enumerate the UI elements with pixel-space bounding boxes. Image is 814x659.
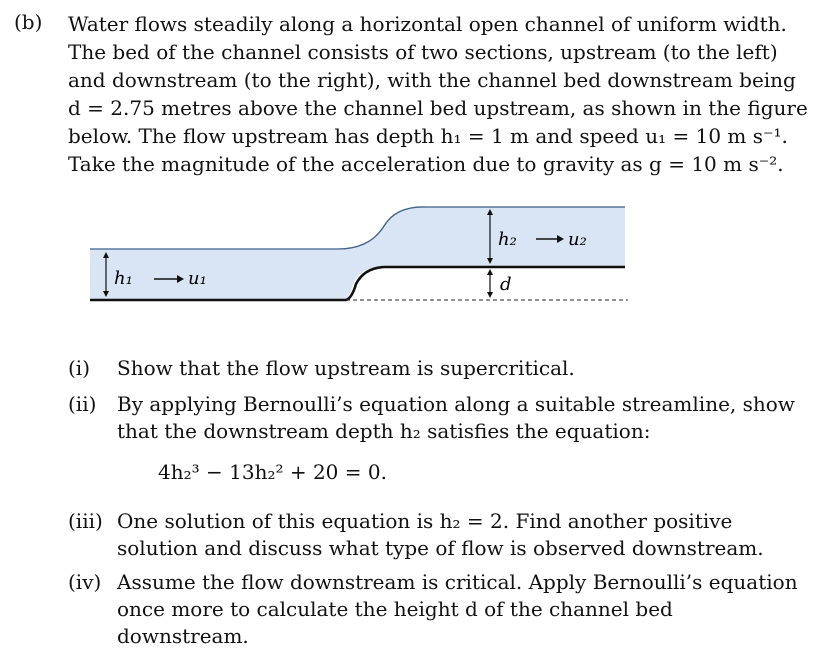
intro-paragraph	[68, 10, 808, 178]
label-d: d	[500, 274, 512, 295]
intro-line: The bed of the channel consists of two sections, upstream (to the left)	[68, 40, 778, 64]
label-u2: u₂	[568, 229, 587, 250]
part-number: (ii)	[68, 392, 97, 416]
intro-line: Water flows steadily along a horizontal open channel of uniform width.	[68, 12, 787, 36]
part-label: (b)	[14, 10, 43, 34]
part-text-line: solution and discuss what type of flow is observed downstream.	[117, 536, 764, 560]
part-number: (iii)	[68, 509, 103, 533]
part-number: (i)	[68, 356, 91, 380]
intro-line: Take the magnitude of the acceleration due to gravity as g = 10 m s⁻².	[68, 152, 784, 176]
intro-line: and downstream (to the right), with the channel bed downstream being	[68, 68, 796, 92]
part-text-line: that the downstream depth h₂ satisfies the equation:	[117, 419, 651, 443]
label-h1: h₁	[114, 268, 133, 289]
part-text-line: once more to calculate the height d of the channel bed	[117, 597, 673, 621]
part-text-line: Assume the flow downstream is critical. Apply Bernoulli’s equation	[117, 570, 798, 594]
water-region	[90, 207, 625, 300]
label-h2: h₂	[498, 229, 517, 250]
part-text-line: Show that the flow upstream is supercritical.	[117, 356, 575, 380]
intro-line: below. The flow upstream has depth h₁ = 1 m and speed u₁ = 10 m s⁻¹.	[68, 124, 788, 148]
channel-diagram	[84, 198, 644, 316]
part-text-line: By applying Bernoulli’s equation along a suitable streamline, show	[117, 392, 795, 416]
part-text-line: One solution of this equation is h₂ = 2. Find another positive	[117, 509, 733, 533]
cubic-equation: 4h₂³ − 13h₂² + 20 = 0.	[158, 460, 387, 484]
intro-line: d = 2.75 metres above the channel bed upstream, as shown in the figure	[68, 96, 808, 120]
label-u1: u₁	[188, 268, 207, 289]
part-text-line: downstream.	[117, 624, 249, 648]
part-number: (iv)	[68, 570, 102, 594]
d-height-arrow	[487, 269, 493, 298]
